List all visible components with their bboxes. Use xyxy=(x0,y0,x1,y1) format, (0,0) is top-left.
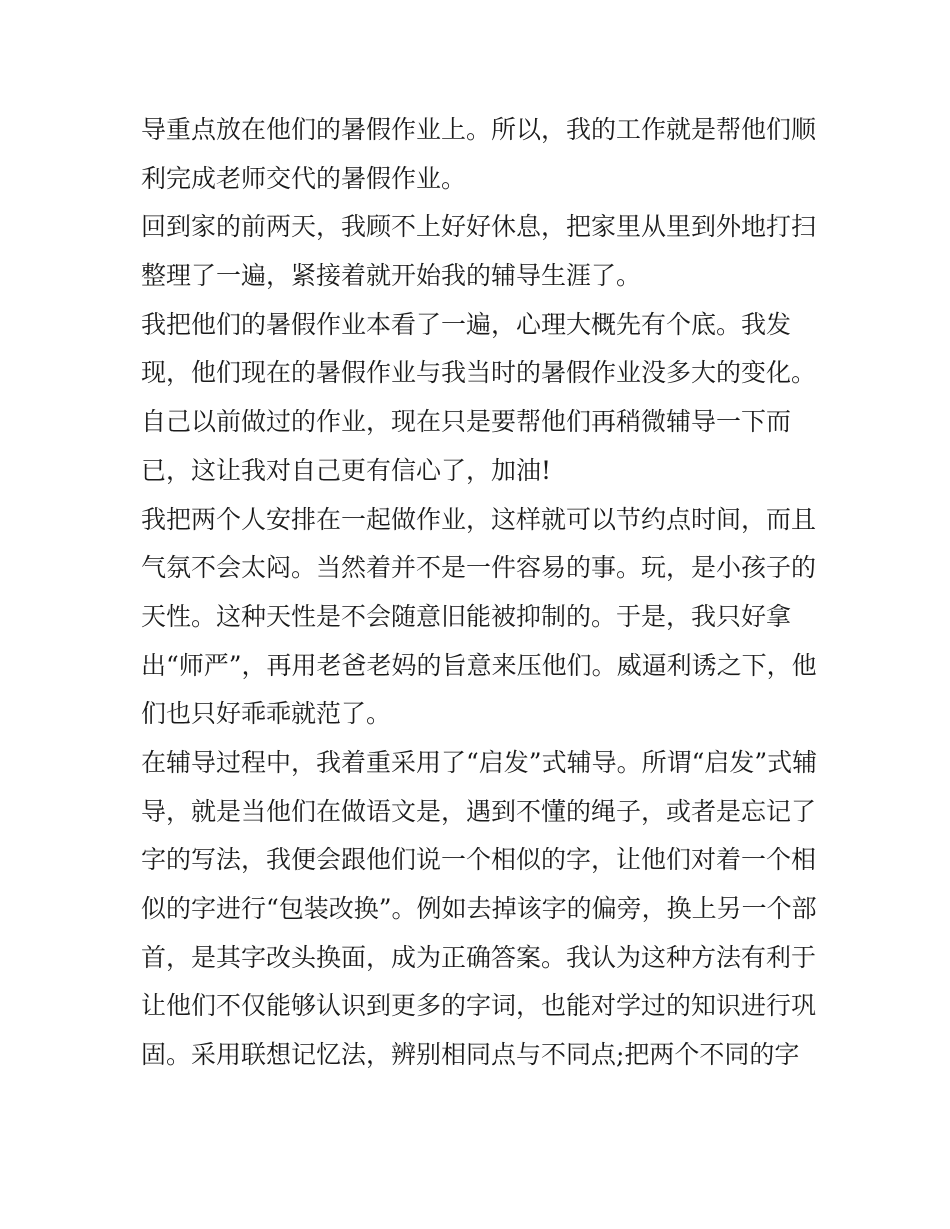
text-line: 已，这让我对自己更有信心了，加油! xyxy=(141,455,552,485)
text-line: 导重点放在他们的暑假作业上。所以，我的工作就是帮他们顺 xyxy=(141,115,817,144)
text-line: 我把两个人安排在一起做作业，这样就可以节约点时间，而且 xyxy=(141,504,817,534)
text-line: 回到家的前两天，我顾不上好好休息，把家里从里到外地打扫 xyxy=(141,212,817,242)
text-line: 现，他们现在的暑假作业与我当时的暑假作业没多大的变化。 xyxy=(141,358,817,388)
text-line: 自己以前做过的作业，现在只是要帮他们再稍微辅导一下而 xyxy=(141,407,792,437)
text-line: 气氛不会太闷。当然着并不是一件容易的事。玩，是小孩子的 xyxy=(141,553,817,583)
text-line: 字的写法，我便会跟他们说一个相似的字，让他们对着一个相 xyxy=(141,845,817,875)
text-line: 们也只好乖乖就范了。 xyxy=(141,699,392,729)
text-line: 固。采用联想记忆法，辨别相同点与不同点;把两个不同的字 xyxy=(141,1040,800,1070)
text-line: 利完成老师交代的暑假作业。 xyxy=(141,163,467,193)
text-line: 让他们不仅能够认识到更多的字词，也能对学过的知识进行巩 xyxy=(141,991,817,1021)
text-line: 出“师严”，再用老爸老妈的旨意来压他们。威逼利诱之下，他 xyxy=(141,650,817,680)
text-line: 首，是其字改头换面，成为正确答案。我认为这种方法有利于 xyxy=(141,942,817,972)
text-line: 似的字进行“包装改换”。例如去掉该字的偏旁，换上另一个部 xyxy=(141,894,817,923)
text-line: 在辅导过程中，我着重采用了“启发”式辅导。所谓“启发”式辅 xyxy=(141,747,818,777)
text-line: 天性。这种天性是不会随意旧能被抑制的。于是，我只好拿 xyxy=(141,601,792,631)
text-line: 我把他们的暑假作业本看了一遍，心理大概先有个底。我发 xyxy=(141,309,792,339)
text-line: 整理了一遍，紧接着就开始我的辅导生涯了。 xyxy=(141,261,642,291)
document-body xyxy=(141,106,821,1080)
text-line: 导，就是当他们在做语文是，遇到不懂的绳子，或者是忘记了 xyxy=(141,796,817,826)
